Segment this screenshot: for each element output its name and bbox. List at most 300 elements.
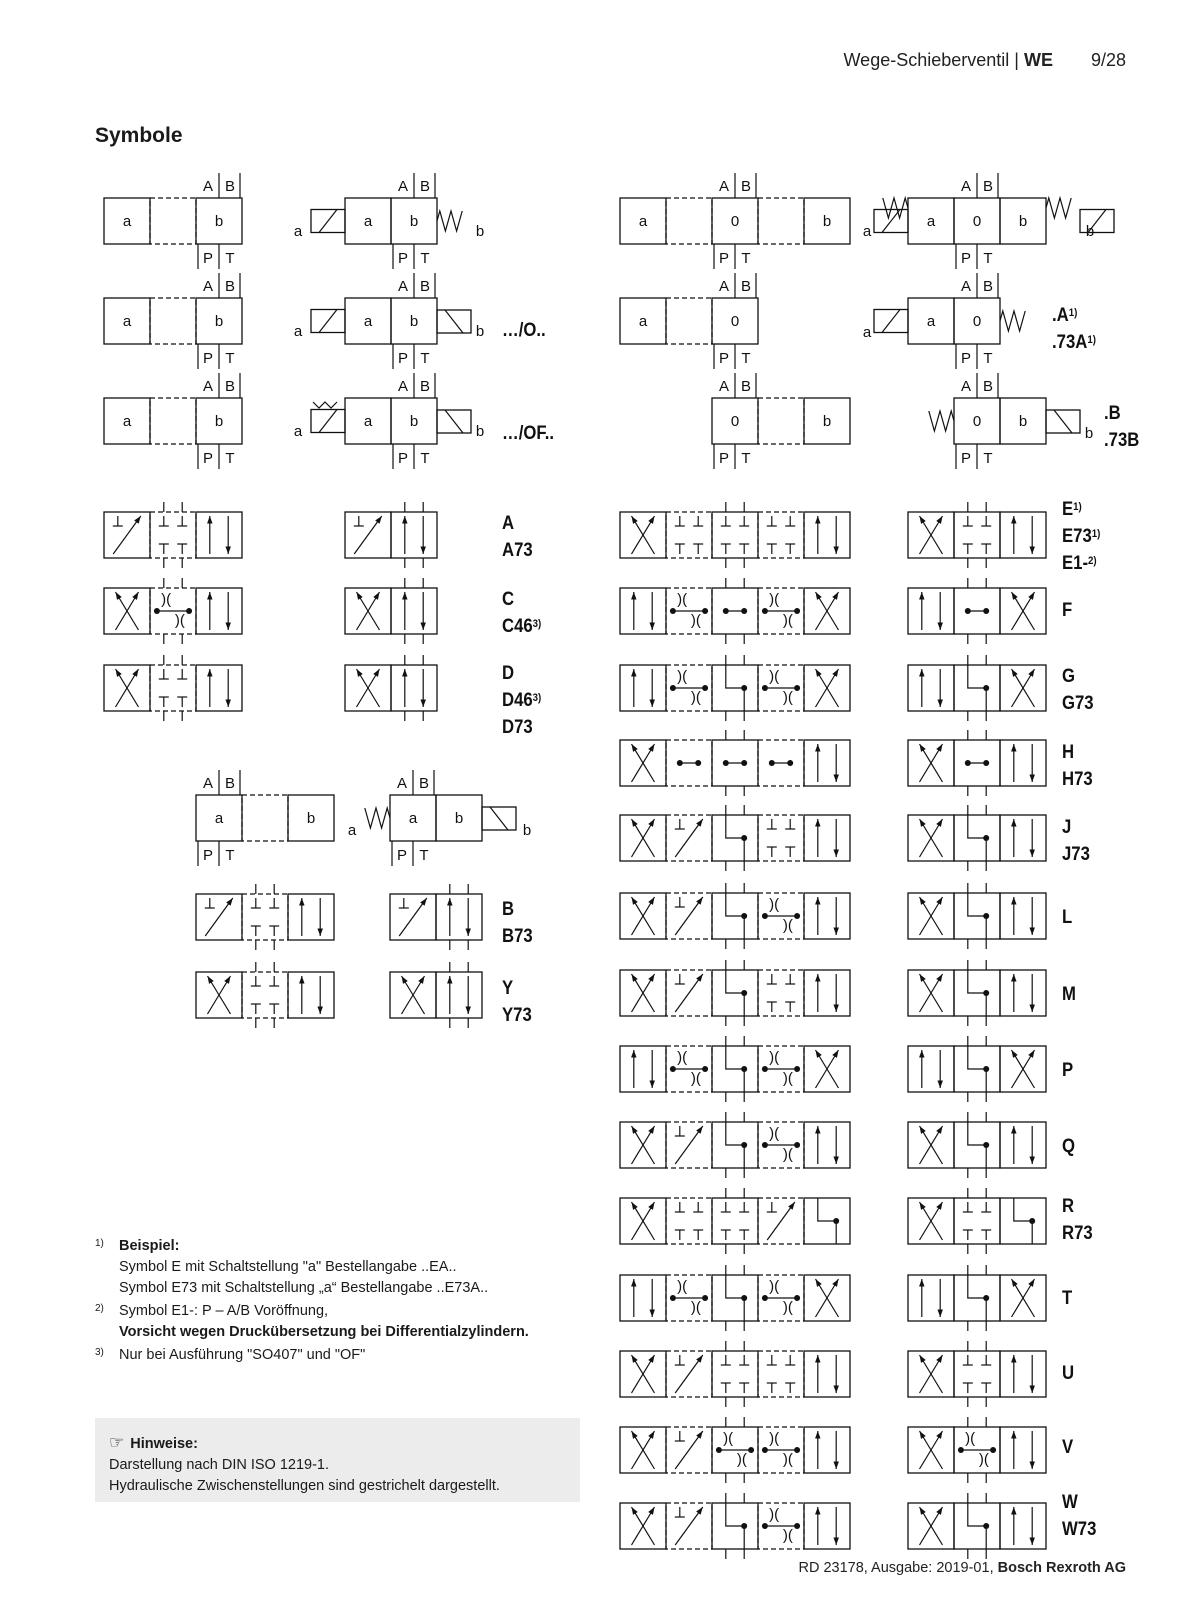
port-t-label: T — [983, 450, 993, 467]
spring-icon — [1046, 198, 1071, 218]
spool-cell — [620, 665, 666, 711]
arrow-head — [815, 516, 820, 524]
arrow-head — [402, 976, 408, 984]
arrow-head — [920, 974, 926, 982]
throttle-mark: )( — [723, 1430, 734, 1448]
arrow-head — [632, 1126, 638, 1134]
symbol-label: 0 — [972, 313, 982, 330]
code-d: D D46$^{3)}$ D73 — [502, 663, 542, 738]
arrow-head — [919, 669, 924, 677]
arrow-head — [833, 849, 838, 857]
port-t-label: T — [225, 250, 235, 267]
solenoid-diagonal — [882, 310, 900, 333]
junction-dot — [677, 760, 683, 766]
port-t-label: T — [420, 250, 430, 267]
arrow-head — [833, 927, 838, 935]
port-p-label: P — [202, 350, 214, 367]
port-a-label: A — [960, 278, 972, 295]
code-c: C C46$^{3)}$ — [502, 589, 542, 637]
spool-cell — [1000, 815, 1046, 861]
arrow-head — [832, 1050, 838, 1058]
spring-icon — [929, 411, 954, 431]
arrow-head — [816, 1279, 822, 1287]
arrow-head — [920, 1355, 926, 1363]
arrow-head — [1012, 1279, 1018, 1287]
symbol-label: b — [409, 413, 419, 430]
port-a-label: A — [960, 378, 972, 395]
throttle-mark: )( — [690, 1069, 701, 1087]
pointing-hand-icon: ☞ — [109, 1433, 125, 1452]
spool-cell — [712, 1198, 758, 1244]
code-u: U — [1062, 1363, 1075, 1384]
hint-line-1: Darstellung nach DIN ISO 1219-1. — [109, 1457, 330, 1473]
spring-icon — [365, 808, 390, 828]
junction-dot — [794, 1295, 800, 1301]
arrow-head — [920, 1202, 926, 1210]
port-p-label: P — [960, 450, 972, 467]
throttle-mark: )( — [690, 688, 701, 706]
junction-dot — [762, 1447, 768, 1453]
spool-cell — [804, 1351, 850, 1397]
junction-dot — [983, 1523, 989, 1529]
port-p-label: P — [397, 450, 409, 467]
arrow-head — [299, 898, 304, 906]
symbol-label: a — [638, 213, 648, 230]
throttle-mark: )( — [782, 1145, 793, 1163]
arrow-head — [936, 1126, 942, 1134]
code-j: J J73 — [1062, 817, 1090, 865]
junction-dot — [794, 608, 800, 614]
symbol-label: b — [409, 313, 419, 330]
spool-cell — [758, 1351, 804, 1397]
spool-cell — [804, 893, 850, 939]
symbol-label: 0 — [730, 313, 740, 330]
port-b-label: B — [740, 378, 752, 395]
arrow-head — [920, 1507, 926, 1515]
arrow-head — [1012, 1050, 1018, 1058]
arrow-head — [1029, 1461, 1034, 1469]
arrow-head — [226, 898, 233, 906]
arrow-head — [920, 744, 926, 752]
junction-dot — [741, 913, 747, 919]
junction-dot — [983, 1142, 989, 1148]
junction-dot — [794, 685, 800, 691]
arrow-head — [1011, 1126, 1016, 1134]
spool-cell — [804, 740, 850, 786]
arrow-head — [648, 974, 654, 982]
arrow-head — [937, 1080, 942, 1088]
arrow-head — [696, 1507, 703, 1515]
arrow-head — [648, 1355, 654, 1363]
code-m: M — [1062, 984, 1076, 1005]
arrow-head — [649, 1080, 654, 1088]
spool-cell — [620, 588, 666, 634]
arrow-head — [649, 622, 654, 630]
junction-dot — [762, 685, 768, 691]
throttle-mark: )( — [690, 611, 701, 629]
junction-dot — [833, 1218, 839, 1224]
arrow-head — [696, 1431, 703, 1439]
port-t-label: T — [225, 450, 235, 467]
arrow-head — [919, 1279, 924, 1287]
code-y: Y Y73 — [502, 978, 532, 1026]
spool-cell — [620, 1275, 666, 1321]
junction-dot — [695, 760, 701, 766]
arrow-head — [833, 1004, 838, 1012]
spool-cell — [1000, 740, 1046, 786]
spool-cell — [391, 512, 437, 558]
spool-cell — [1000, 893, 1046, 939]
spool-cell — [758, 815, 804, 861]
symbol-label: a — [638, 313, 648, 330]
arrow-head — [116, 592, 122, 600]
junction-dot — [787, 760, 793, 766]
spool-cell — [196, 665, 242, 711]
symbol-label: a — [926, 213, 936, 230]
symbol-label: b — [522, 822, 532, 839]
arrow-head — [815, 1126, 820, 1134]
spool-cell — [1000, 970, 1046, 1016]
arrow-head — [116, 669, 122, 677]
port-t-label: T — [983, 350, 993, 367]
port-b-label: B — [982, 278, 994, 295]
junction-dot — [965, 760, 971, 766]
arrow-head — [936, 819, 942, 827]
arrow-head — [225, 699, 230, 707]
code-of: …/OF.. — [502, 423, 555, 444]
arrow-head — [936, 1202, 942, 1210]
throttle-mark: )( — [978, 1450, 989, 1468]
symbol-label: b — [454, 810, 464, 827]
code-h: H H73 — [1062, 742, 1093, 790]
arrow-head — [648, 1126, 654, 1134]
valve-box — [150, 298, 196, 344]
junction-dot — [154, 608, 160, 614]
arrow-head — [1029, 546, 1034, 554]
port-p-label: P — [960, 350, 972, 367]
junction-dot — [741, 685, 747, 691]
junction-dot — [983, 685, 989, 691]
spool-cell — [954, 512, 1000, 558]
spool-cell — [666, 512, 712, 558]
junction-dot — [702, 1295, 708, 1301]
symbol-label: b — [475, 423, 485, 440]
junction-dot — [958, 1447, 964, 1453]
spring-icon — [437, 211, 462, 231]
arrow-head — [631, 592, 636, 600]
arrow-head — [696, 819, 703, 827]
arrow-head — [1011, 1355, 1016, 1363]
page-title: Symbole — [95, 124, 183, 147]
port-a-label: A — [718, 378, 730, 395]
detent-icon — [313, 402, 337, 408]
arrow-head — [224, 976, 230, 984]
arrow-head — [816, 592, 822, 600]
port-b-label: B — [740, 278, 752, 295]
throttle-mark: )( — [690, 1298, 701, 1316]
throttle-mark: )( — [769, 1506, 780, 1524]
arrow-head — [648, 897, 654, 905]
solenoid-diagonal — [445, 310, 463, 333]
arrow-head — [420, 622, 425, 630]
footnote-3: 3) Nur bei Ausführung "SO407" und "OF" — [95, 1347, 366, 1363]
arrow-head — [632, 974, 638, 982]
junction-dot — [794, 1066, 800, 1072]
code-r: R R73 — [1062, 1196, 1093, 1244]
spool-cell — [804, 815, 850, 861]
symbol-label: a — [122, 313, 132, 330]
code-v: V — [1062, 1437, 1074, 1458]
junction-dot — [670, 1295, 676, 1301]
spool-cell — [804, 1122, 850, 1168]
symbol-label: b — [475, 323, 485, 340]
spool-cell — [712, 512, 758, 558]
arrow-head — [299, 976, 304, 984]
footnote-2: 2) Symbol E1-: P – A/B Voröffnung, Vorsicht wegen Druckübersetzung bei Differentialzylindern. — [95, 1303, 529, 1340]
arrow-head — [317, 928, 322, 936]
arrow-head — [648, 1202, 654, 1210]
port-b-label: B — [982, 178, 994, 195]
port-p-label: P — [718, 350, 730, 367]
arrow-head — [632, 1431, 638, 1439]
port-b-label: B — [224, 378, 236, 395]
arrow-head — [919, 592, 924, 600]
port-a-label: A — [397, 178, 409, 195]
code-a-center: $.A^{1)}$ $.73A^{1)}$ — [1052, 305, 1096, 353]
code-b: B B73 — [502, 899, 533, 947]
junction-dot — [723, 608, 729, 614]
arrow-head — [420, 546, 425, 554]
spool-cell — [391, 665, 437, 711]
symbol-label: b — [822, 413, 832, 430]
spring-icon — [1000, 311, 1025, 331]
arrow-head — [1011, 1507, 1016, 1515]
throttle-mark: )( — [782, 1298, 793, 1316]
arrow-head — [465, 928, 470, 936]
symbol-label: a — [293, 323, 303, 340]
arrow-head — [649, 699, 654, 707]
spool-cell — [288, 972, 334, 1018]
junction-dot — [983, 1295, 989, 1301]
symbol-label: b — [409, 213, 419, 230]
junction-dot — [794, 1523, 800, 1529]
arrow-head — [920, 1431, 926, 1439]
arrow-head — [632, 897, 638, 905]
junction-dot — [769, 760, 775, 766]
symbol-label: b — [214, 313, 224, 330]
arrow-head — [632, 744, 638, 752]
junction-dot — [794, 1142, 800, 1148]
arrow-head — [132, 592, 138, 600]
symbol-label: a — [363, 313, 373, 330]
arrow-head — [833, 1537, 838, 1545]
junction-dot — [741, 1523, 747, 1529]
arrow-head — [207, 516, 212, 524]
spool-cell — [150, 665, 196, 711]
spool-cell — [1000, 1427, 1046, 1473]
arrow-head — [832, 592, 838, 600]
symbol-label: a — [122, 413, 132, 430]
junction-dot — [741, 835, 747, 841]
symbol-label: b — [475, 223, 485, 240]
code-t: T — [1062, 1288, 1073, 1309]
port-t-label: T — [741, 450, 751, 467]
arrow-head — [1012, 592, 1018, 600]
spool-cell — [150, 512, 196, 558]
arrow-head — [815, 1507, 820, 1515]
valve-box — [242, 795, 288, 841]
junction-dot — [741, 990, 747, 996]
port-b-label: B — [982, 378, 994, 395]
arrow-head — [815, 974, 820, 982]
throttle-mark: )( — [782, 611, 793, 629]
throttle-mark: )( — [736, 1450, 747, 1468]
junction-dot — [1029, 1218, 1035, 1224]
throttle-mark: )( — [677, 1049, 688, 1067]
junction-dot — [794, 1447, 800, 1453]
arrow-head — [418, 976, 424, 984]
arrow-head — [208, 976, 214, 984]
symbol-label: a — [926, 313, 936, 330]
arrow-head — [1011, 1431, 1016, 1439]
port-t-label: T — [420, 350, 430, 367]
arrow-head — [1011, 974, 1016, 982]
spool-cell — [954, 1198, 1000, 1244]
symbol-label: b — [822, 213, 832, 230]
port-p-label: P — [202, 450, 214, 467]
arrow-head — [920, 516, 926, 524]
junction-dot — [748, 1447, 754, 1453]
symbol-label: a — [363, 213, 373, 230]
port-b-label: B — [418, 775, 430, 792]
arrow-head — [920, 897, 926, 905]
spool-cell — [242, 972, 288, 1018]
symbol-label: a — [214, 810, 224, 827]
port-b-label: B — [419, 278, 431, 295]
header-title: Wege-Schieberventil | — [843, 50, 1024, 70]
port-p-label: P — [396, 847, 408, 864]
arrow-head — [402, 669, 407, 677]
arrow-head — [632, 819, 638, 827]
solenoid-diagonal — [445, 410, 463, 433]
code-g: G G73 — [1062, 666, 1094, 714]
arrow-head — [317, 1006, 322, 1014]
arrow-head — [920, 819, 926, 827]
throttle-mark: )( — [782, 1069, 793, 1087]
junction-dot — [762, 913, 768, 919]
arrow-head — [357, 592, 363, 600]
arrow-head — [832, 669, 838, 677]
junction-dot — [762, 1295, 768, 1301]
port-a-label: A — [718, 278, 730, 295]
arrow-head — [134, 516, 141, 524]
spool-cell — [666, 1198, 712, 1244]
throttle-mark: )( — [782, 688, 793, 706]
throttle-mark: )( — [769, 1049, 780, 1067]
symbol-label: b — [214, 213, 224, 230]
throttle-mark: )( — [677, 1278, 688, 1296]
spool-cell — [804, 512, 850, 558]
arrow-head — [225, 546, 230, 554]
page-footer: RD 23178, Ausgabe: 2019-01, Bosch Rexroth AG — [798, 1560, 1126, 1576]
arrow-head — [936, 1507, 942, 1515]
arrow-head — [207, 669, 212, 677]
arrow-head — [373, 669, 379, 677]
arrow-head — [815, 897, 820, 905]
code-f: F — [1062, 600, 1073, 621]
code-w: W W73 — [1062, 1492, 1097, 1540]
symbol-label: a — [862, 223, 872, 240]
arrow-head — [815, 1355, 820, 1363]
port-t-label: T — [741, 350, 751, 367]
footnote-1: 1) Beispiel: Symbol E mit Schaltstellung "a" Bestellangabe ..EA.. Symbol E73 mit Schaltstellung „a“ Bestellangabe ..E73A.. — [95, 1238, 489, 1296]
arrow-head — [788, 1202, 795, 1210]
arrow-head — [465, 1006, 470, 1014]
throttle-mark: )( — [782, 1450, 793, 1468]
junction-dot — [983, 913, 989, 919]
arrow-head — [1029, 1004, 1034, 1012]
arrow-head — [1028, 1050, 1034, 1058]
arrow-head — [815, 744, 820, 752]
arrow-head — [631, 1050, 636, 1058]
junction-dot — [741, 1142, 747, 1148]
arrow-head — [447, 976, 452, 984]
spool-cell — [712, 1351, 758, 1397]
arrow-head — [696, 1355, 703, 1363]
throttle-mark: )( — [769, 1430, 780, 1448]
arrow-head — [1011, 516, 1016, 524]
arrow-head — [631, 1279, 636, 1287]
arrow-head — [696, 974, 703, 982]
code-o: …/O.. — [502, 320, 546, 341]
junction-dot — [741, 608, 747, 614]
port-a-label: A — [202, 278, 214, 295]
symbol-label: a — [862, 324, 872, 341]
throttle-mark: )( — [769, 896, 780, 914]
spool-cell — [242, 894, 288, 940]
solenoid-diagonal — [319, 410, 337, 433]
spool-cell — [804, 1503, 850, 1549]
symbol-label: a — [293, 423, 303, 440]
solenoid-diagonal — [490, 807, 508, 830]
arrow-head — [1028, 1279, 1034, 1287]
arrow-head — [833, 546, 838, 554]
port-p-label: P — [397, 350, 409, 367]
arrow-head — [132, 669, 138, 677]
junction-dot — [702, 685, 708, 691]
arrow-head — [402, 516, 407, 524]
port-a-label: A — [202, 178, 214, 195]
port-t-label: T — [420, 450, 430, 467]
symbol-label: a — [347, 822, 357, 839]
throttle-mark: )( — [677, 668, 688, 686]
spool-cell — [196, 512, 242, 558]
symbol-label: b — [1084, 425, 1094, 442]
arrow-head — [402, 592, 407, 600]
arrow-head — [833, 1156, 838, 1164]
port-a-label: A — [397, 378, 409, 395]
spool-cell — [1000, 512, 1046, 558]
junction-dot — [990, 1447, 996, 1453]
arrow-head — [631, 669, 636, 677]
arrow-head — [833, 1385, 838, 1393]
throttle-mark: )( — [782, 1526, 793, 1544]
symbol-label: b — [1085, 223, 1095, 240]
port-b-label: B — [740, 178, 752, 195]
junction-dot — [741, 1295, 747, 1301]
footnotes — [95, 1236, 595, 1366]
junction-dot — [762, 1142, 768, 1148]
